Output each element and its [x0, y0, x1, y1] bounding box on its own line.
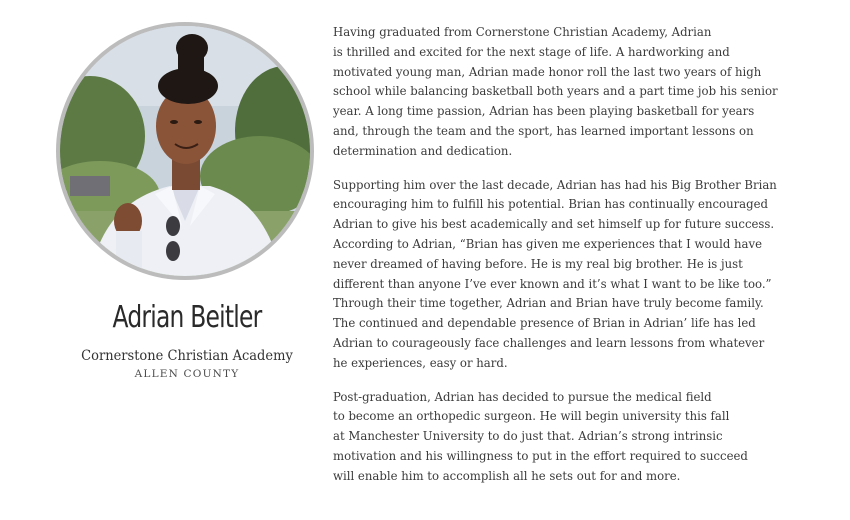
- bio-paragraph: [333, 388, 823, 487]
- bio-line: he experiences, easy or hard.: [333, 355, 508, 370]
- bio-paragraph: [333, 23, 823, 162]
- bio-line: encouraging him to fulfill his potential. Brian has continually encouraged: [333, 197, 769, 212]
- bio-line: school while balancing basketball both years and a part time job his senior: [333, 84, 778, 99]
- portrait-image: [60, 26, 310, 276]
- bio-line: is thrilled and excited for the next stage of life. A hardworking and: [333, 44, 730, 59]
- bio-line: different than anyone I’ve ever known and it’s what I want to be like too.”: [333, 276, 772, 291]
- county-label: ALLEN COUNTY: [134, 368, 240, 380]
- bio-line: at Manchester University to do just that. Adrian’s strong intrinsic: [333, 429, 723, 444]
- bio-line: never dreamed of having before. He is my real big brother. He is just: [333, 256, 743, 271]
- person-name: Adrian Beitler: [112, 300, 262, 335]
- bio-line: Post-graduation, Adrian has decided to pursue the medical field: [333, 389, 712, 404]
- bio-line: According to Adrian, “Brian has given me experiences that I would have: [333, 236, 763, 251]
- bio-line: year. A long time passion, Adrian has been playing basketball for years: [333, 104, 755, 119]
- bio-line: and, through the team and the sport, has learned important lessons on: [333, 123, 754, 138]
- bio-line: The continued and dependable presence of Brian in Adrian’ life has led: [333, 316, 756, 331]
- bio-line: Adrian to give his best academically and set himself up for future success.: [333, 217, 775, 232]
- bio-paragraph: [333, 176, 823, 374]
- bio-line: will enable him to accomplish all he sets out for and more.: [333, 468, 681, 483]
- biography: [333, 23, 823, 501]
- bio-line: Having graduated from Cornerstone Christian Academy, Adrian: [333, 25, 712, 39]
- profile-photo: [56, 22, 314, 280]
- bio-line: determination and dedication.: [333, 143, 513, 158]
- bio-line: to become an orthopedic surgeon. He will begin university this fall: [333, 409, 730, 424]
- bio-line: Through their time together, Adrian and Brian have truly become family.: [333, 296, 764, 311]
- bio-line: motivated young man, Adrian made honor roll the last two years of high: [333, 64, 762, 79]
- school-name: Cornerstone Christian Academy: [81, 348, 293, 364]
- bio-line: motivation and his willingness to put in the effort required to succeed: [333, 448, 748, 463]
- bio-line: Adrian to courageously face challenges and learn lessons from whatever: [333, 335, 765, 350]
- bio-line: Supporting him over the last decade, Adrian has had his Big Brother Brian: [333, 177, 777, 192]
